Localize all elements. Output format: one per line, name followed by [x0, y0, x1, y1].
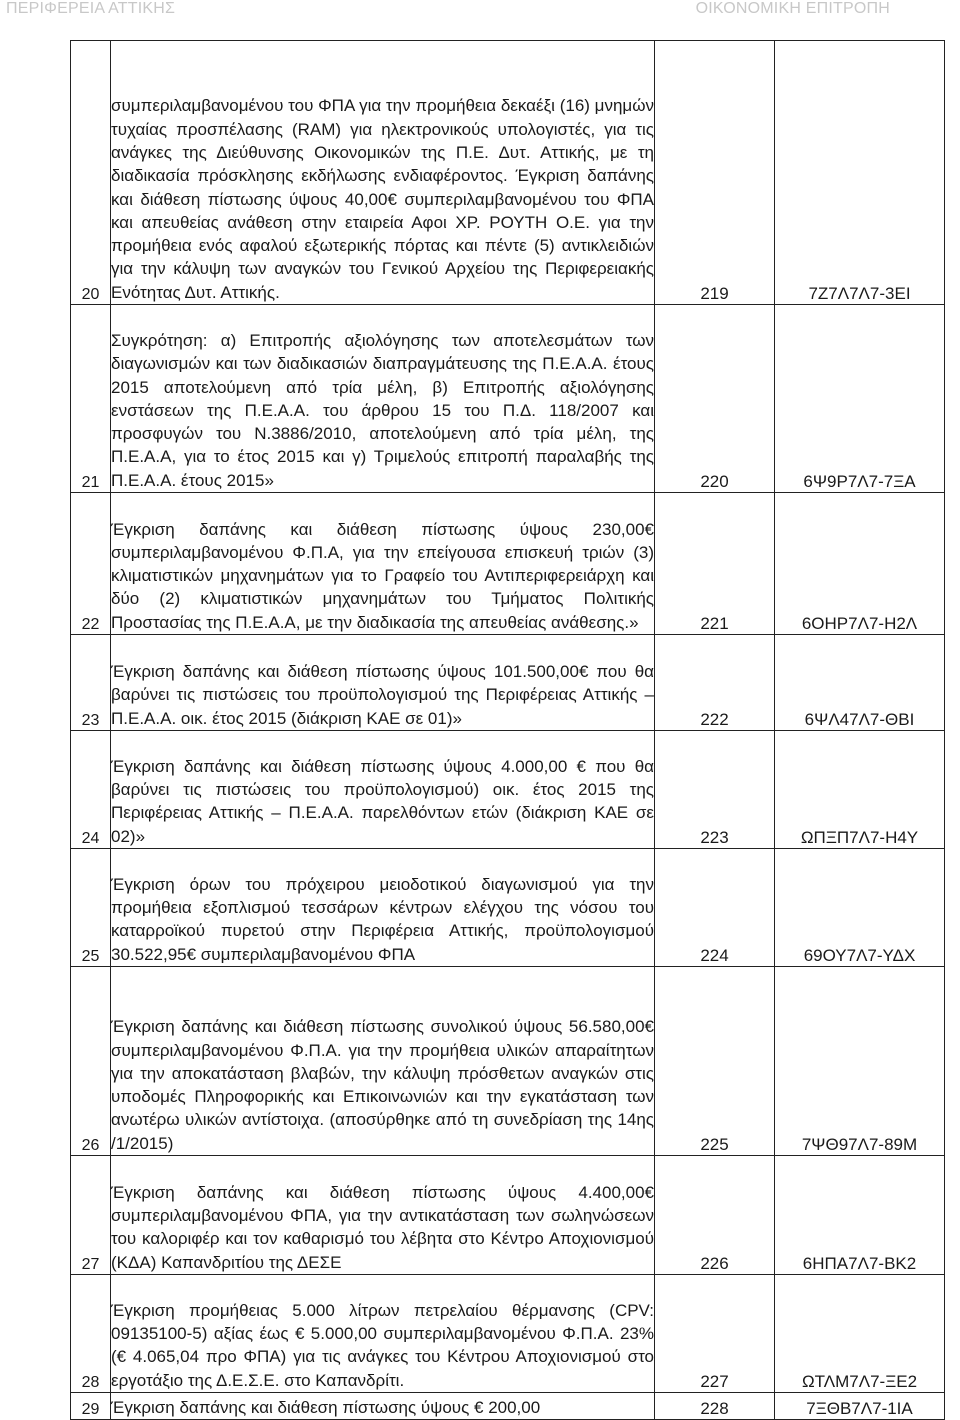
ada-code: ΩΤΛΜ7Λ7-ΞΕ2 — [775, 1275, 945, 1393]
ada-code: 7Ζ7Λ7Λ7-3ΕΙ — [775, 41, 945, 305]
row-description: Έγκριση δαπάνης και διάθεση πίστωσης ύψους 4.400,00€ συμπεριλαμβανομένου ΦΠΑ, για την αντικατάσταση των σωληνώσεων του καλοριφέρ και τον καθαρισμό του λέβητα στο Κέντρο Αποχιονισμού (ΚΔΑ) Καπανδριτίου της ΔΕΣΕ — [111, 1156, 655, 1275]
row-number: 27 — [71, 1156, 111, 1275]
row-number: 20 — [71, 41, 111, 305]
ada-code: 6ΗΠΑ7Λ7-ΒΚ2 — [775, 1156, 945, 1275]
decision-number: 223 — [655, 731, 775, 849]
ada-code: 6Ψ9Ρ7Λ7-7ΞΑ — [775, 305, 945, 493]
decision-number: 222 — [655, 635, 775, 731]
row-description: Έγκριση δαπάνης και διάθεση πίστωσης ύψους 4.000,00 € που θα βαρύνει τις πιστώσεις του προϋπολογισμού) οικ. έτος 2015 της Περιφέρειας Αττικής – Π.Ε.Α.Α. παρελθόντων ετών (διάκριση ΚΑΕ σε 02)» — [111, 731, 655, 849]
row-description: Έγκριση δαπάνης και διάθεση πίστωσης ύψους € 200,00 — [111, 1393, 655, 1420]
header-region: ΠΕΡΙΦΕΡΕΙΑ ΑΤΤΙΚΗΣ — [6, 0, 176, 17]
row-number: 25 — [71, 849, 111, 967]
decision-number: 226 — [655, 1156, 775, 1275]
page-header — [0, 0, 960, 24]
row-description: Έγκριση δαπάνης και διάθεση πίστωσης ύψους 230,00€ συμπεριλαμβανομένου Φ.Π.Α, για την επείγουσα επισκευή τριών (3) κλιματιστικών μηχανημάτων για το Γραφείο του Αντιπεριφερειάρχη και δύο (2) κλιματιστικών μηχανημάτων του Τμήματος Πολιτικής Προστασίας της Π.Ε.Α.Α, με την διαδικασία της απευθείας ανάθεσης.» — [111, 493, 655, 635]
table-row — [71, 1393, 945, 1420]
table-row — [71, 305, 945, 493]
ada-code: 69ΟΥ7Λ7-ΥΔΧ — [775, 849, 945, 967]
table-row — [71, 1156, 945, 1275]
table-row — [71, 493, 945, 635]
table-row — [71, 849, 945, 967]
row-number: 28 — [71, 1275, 111, 1393]
ada-code: ΩΠΞΠ7Λ7-Η4Υ — [775, 731, 945, 849]
row-description: συμπεριλαμβανομένου του ΦΠΑ για την προμήθεια δεκαέξι (16) μνημών τυχαίας προσπέλασης (RAM) για ηλεκτρονικούς υπολογιστές, για τις ανάγκες της Διεύθυνσης Οικονομικών της Π.Ε. Δυτ. Αττικής, με τη διαδικασία πρόσκλησης εκδήλωσης ενδιαφέροντος. Έγκριση δαπάνης και διάθεση πίστωσης ύψους 40,00€ συμπεριλαμβανομένου του ΦΠΑ και απευθείας ανάθεση στην εταιρεία Αφοι ΧΡ. ΡΟΥΤΗ Ο.Ε. για την προμήθεια ενός αφαλού εξωτερικής πόρτας και πέντε (5) αντικλειδιών για την κάλυψη των αναγκών του Γενικού Αρχείου της Περιφερειακής Ενότητας Δυτ. Αττικής. — [111, 41, 655, 305]
row-number: 26 — [71, 967, 111, 1156]
table-row — [71, 635, 945, 731]
row-number: 21 — [71, 305, 111, 493]
table-row — [71, 967, 945, 1156]
row-description: Έγκριση προμήθειας 5.000 λίτρων πετρελαίου θέρμανσης (CPV: 09135100-5) αξίας έως € 5.000,00 συμπεριλαμβανομένου Φ.Π.Α. 23% (€ 4.065,04 προ ΦΠΑ) για τις ανάγκες του Κέντρου Αποχιονισμού στο εργοτάξιο της Δ.Ε.Σ.Ε. στο Καπανδρίτι. — [111, 1275, 655, 1393]
decision-number: 227 — [655, 1275, 775, 1393]
row-number: 22 — [71, 493, 111, 635]
ada-code: 7ΞΘΒ7Λ7-1ΙΑ — [775, 1393, 945, 1420]
ada-code: 6ΨΛ47Λ7-ΘΒΙ — [775, 635, 945, 731]
decision-number: 221 — [655, 493, 775, 635]
row-number: 24 — [71, 731, 111, 849]
table-row — [71, 1275, 945, 1393]
decision-number: 228 — [655, 1393, 775, 1420]
decision-number: 219 — [655, 41, 775, 305]
table-row — [71, 41, 945, 305]
row-description: Συγκρότηση: α) Επιτροπής αξιολόγησης των αποτελεσμάτων των διαγωνισμών και των διαδικασιών διαπραγμάτευσης της Π.Ε.Α.Α. έτους 2015 αποτελούμενη από τρία μέλη, β) Επιτροπής αξιολόγησης ενστάσεων της Π.Ε.Α.Α. του άρθρου 15 του Π.Δ. 118/2007 και προσφυγών του Ν.3886/2010, αποτελούμενη από τρία μέλη, της Π.Ε.Α.Α, για το έτος 2015 και γ) Τριμελούς επιτροπή παραλαβής της Π.Ε.Α.Α. έτους 2015» — [111, 305, 655, 493]
header-committee: ΟΙΚΟΝΟΜΙΚΗ ΕΠΙΤΡΟΠΗ — [695, 0, 890, 17]
row-number: 23 — [71, 635, 111, 731]
decision-number: 224 — [655, 849, 775, 967]
table-row — [71, 731, 945, 849]
row-number: 29 — [71, 1393, 111, 1420]
decision-number: 225 — [655, 967, 775, 1156]
row-description: Έγκριση δαπάνης και διάθεση πίστωσης ύψους 101.500,00€ που θα βαρύνει τις πιστώσεις του προϋπολογισμού της Περιφέρειας Αττικής – Π.Ε.Α.Α. οικ. έτος 2015 (διάκριση ΚΑΕ σε 01)» — [111, 635, 655, 731]
decisions-table — [70, 40, 945, 1420]
ada-code: 6ΟΗΡ7Λ7-Η2Λ — [775, 493, 945, 635]
ada-code: 7ΨΘ97Λ7-89Μ — [775, 967, 945, 1156]
row-description: Έγκριση όρων του πρόχειρου μειοδοτικού διαγωνισμού για την προμήθεια εξοπλισμού τεσσάρων κέντρων ελέγχου της νόσου του καταρροϊκού πυρετού στην Περιφέρεια Αττικής, προϋπολογισμού 30.522,95€ συμπεριλαμβανομένου ΦΠΑ — [111, 849, 655, 967]
decision-number: 220 — [655, 305, 775, 493]
row-description: Έγκριση δαπάνης και διάθεση πίστωσης συνολικού ύψους 56.580,00€ συμπεριλαμβανομένου Φ.Π.Α. για την προμήθεια υλικών απαραίτητων για την αποκατάσταση βλαβών, την κάλυψη πρόσθετων αναγκών στις υποδομές Πληροφορικής και Επικοινωνιών και την εγκατάσταση των ανωτέρω υλικών αντίστοιχα. (αποσύρθηκε από τη συνεδρίαση της 14ης /1/2015) — [111, 967, 655, 1156]
